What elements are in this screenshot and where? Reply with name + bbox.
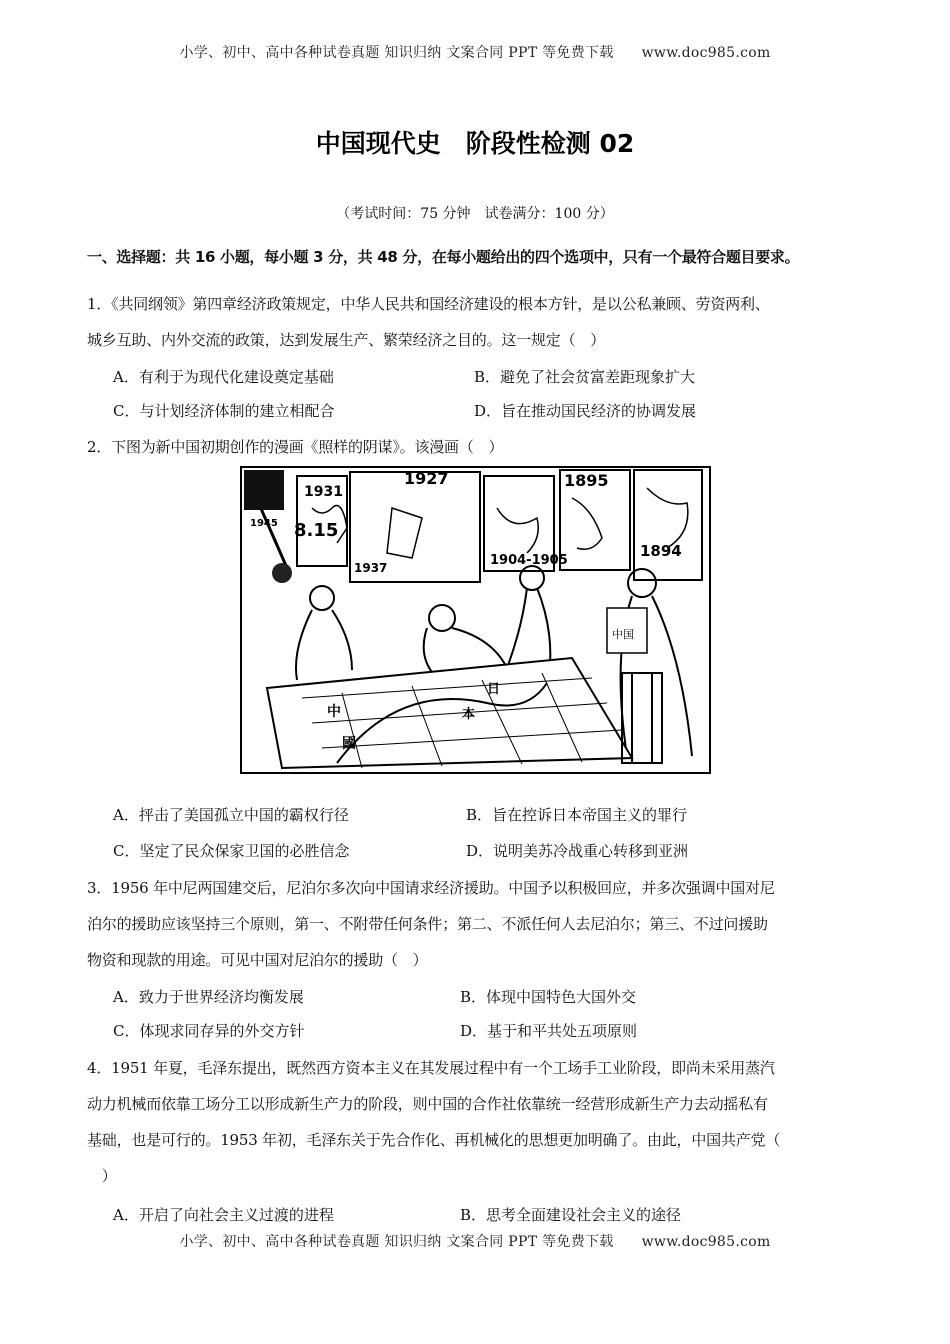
map-label-ri: 日 — [487, 682, 501, 697]
comic-year-1904-1905: 1904-1905 — [490, 553, 568, 568]
page-title: 中国现代史 阶段性检测 02 — [315, 129, 635, 158]
question-3-line-3: 物资和现款的用途。可见中国对尼泊尔的援助（ ） — [87, 951, 428, 969]
comic-year-1931: 1931 — [304, 484, 343, 500]
header-site-link[interactable]: www.doc985.com — [641, 45, 771, 61]
question-4-line-3: 基础，也是可行的。1953 年初，毛泽东关于先合作化、再机械化的思想更加明确了。由此，中国共产党（ — [87, 1131, 781, 1149]
section-heading: 一、选择题：共 16 小题，每小题 3 分，共 48 分，在每小题给出的四个选项中，只有一个最符合题目要求。 — [87, 248, 800, 266]
question-1-option-c[interactable]: C．与计划经济体制的建立相配合 — [113, 402, 335, 420]
question-1-line-2: 城乡互助、内外交流的政策，达到发展生产、繁荣经济之目的。这一规定（ ） — [87, 331, 606, 349]
question-3-option-d[interactable]: D．基于和平共处五项原则 — [460, 1022, 638, 1040]
header-text: 小学、初中、高中各种试卷真题 知识归纳 文案合同 PPT 等免费下载 — [179, 45, 614, 61]
map-label-ben: 本 — [462, 707, 476, 722]
comic-year-1895: 1895 — [564, 471, 609, 490]
footer-text: 小学、初中、高中各种试卷真题 知识归纳 文案合同 PPT 等免费下载 — [179, 1234, 614, 1250]
map-label-zhong: 中 — [327, 704, 341, 720]
question-3-option-c[interactable]: C．体现求同存异的外交方针 — [113, 1022, 305, 1040]
comic-year-1937: 1937 — [354, 561, 388, 575]
question-1-option-a[interactable]: A．有利于为现代化建设奠定基础 — [113, 368, 334, 386]
question-2-option-c[interactable]: C．坚定了民众保家卫国的必胜信念 — [113, 842, 350, 860]
footer-site-link[interactable]: www.doc985.com — [641, 1234, 771, 1250]
question-4-option-b[interactable]: B．思考全面建设社会主义的途径 — [460, 1206, 682, 1224]
map-label-guo: 國 — [342, 736, 356, 752]
question-4-option-a[interactable]: A．开启了向社会主义过渡的进程 — [113, 1206, 334, 1224]
question-3-option-a[interactable]: A．致力于世界经济均衡发展 — [113, 988, 304, 1006]
question-3-option-b[interactable]: B．体现中国特色大国外交 — [460, 988, 637, 1006]
document-label: 中国 — [612, 628, 634, 641]
question-3-line-2: 泊尔的援助应该坚持三个原则，第一、不附带任何条件；第二、不派任何人去尼泊尔；第三、不过问援助 — [87, 915, 768, 933]
cartoon-image — [240, 466, 711, 774]
question-4-line-1: 4．1951 年夏，毛泽东提出，既然西方资本主义在其发展过程中有一个工场手工业阶段，即尚未采用蒸汽 — [87, 1059, 775, 1077]
question-1-option-d[interactable]: D．旨在推动国民经济的协调发展 — [474, 402, 697, 420]
question-2-option-d[interactable]: D．说明美苏冷战重心转移到亚洲 — [466, 842, 689, 860]
question-4-line-2: 动力机械而依靠工场分工以形成新生产力的阶段，则中国的合作社依靠统一经营形成新生产力去动摇私有 — [87, 1095, 768, 1113]
question-2-line-1: 2．下图为新中国初期创作的漫画《照样的阴谋》。该漫画（ ） — [87, 438, 504, 456]
question-4-line-4: ） — [87, 1167, 117, 1185]
page-header — [0, 42, 950, 62]
comic-year-815: 8.15 — [294, 520, 339, 541]
question-1-line-1: 1．《共同纲领》第四章经济政策规定，中华人民共和国经济建设的根本方针，是以公私兼顾、劳资两利、 — [87, 295, 770, 313]
question-2-option-a[interactable]: A．抨击了美国孤立中国的霸权行径 — [113, 806, 349, 824]
exam-info: （考试时间：75 分钟 试卷满分：100 分） — [336, 206, 614, 222]
page-footer — [0, 1231, 950, 1251]
comic-year-1894: 1894 — [640, 542, 682, 560]
question-1-option-b[interactable]: B．避免了社会贫富差距现象扩大 — [474, 368, 696, 386]
question-2-option-b[interactable]: B．旨在控诉日本帝国主义的罪行 — [466, 806, 688, 824]
question-3-line-1: 3．1956 年中尼两国建交后，尼泊尔多次向中国请求经济援助。中国予以积极回应，并多次强调中国对尼 — [87, 879, 775, 897]
comic-year-1945: 1945 — [250, 518, 278, 529]
comic-year-1927: 1927 — [404, 469, 449, 488]
